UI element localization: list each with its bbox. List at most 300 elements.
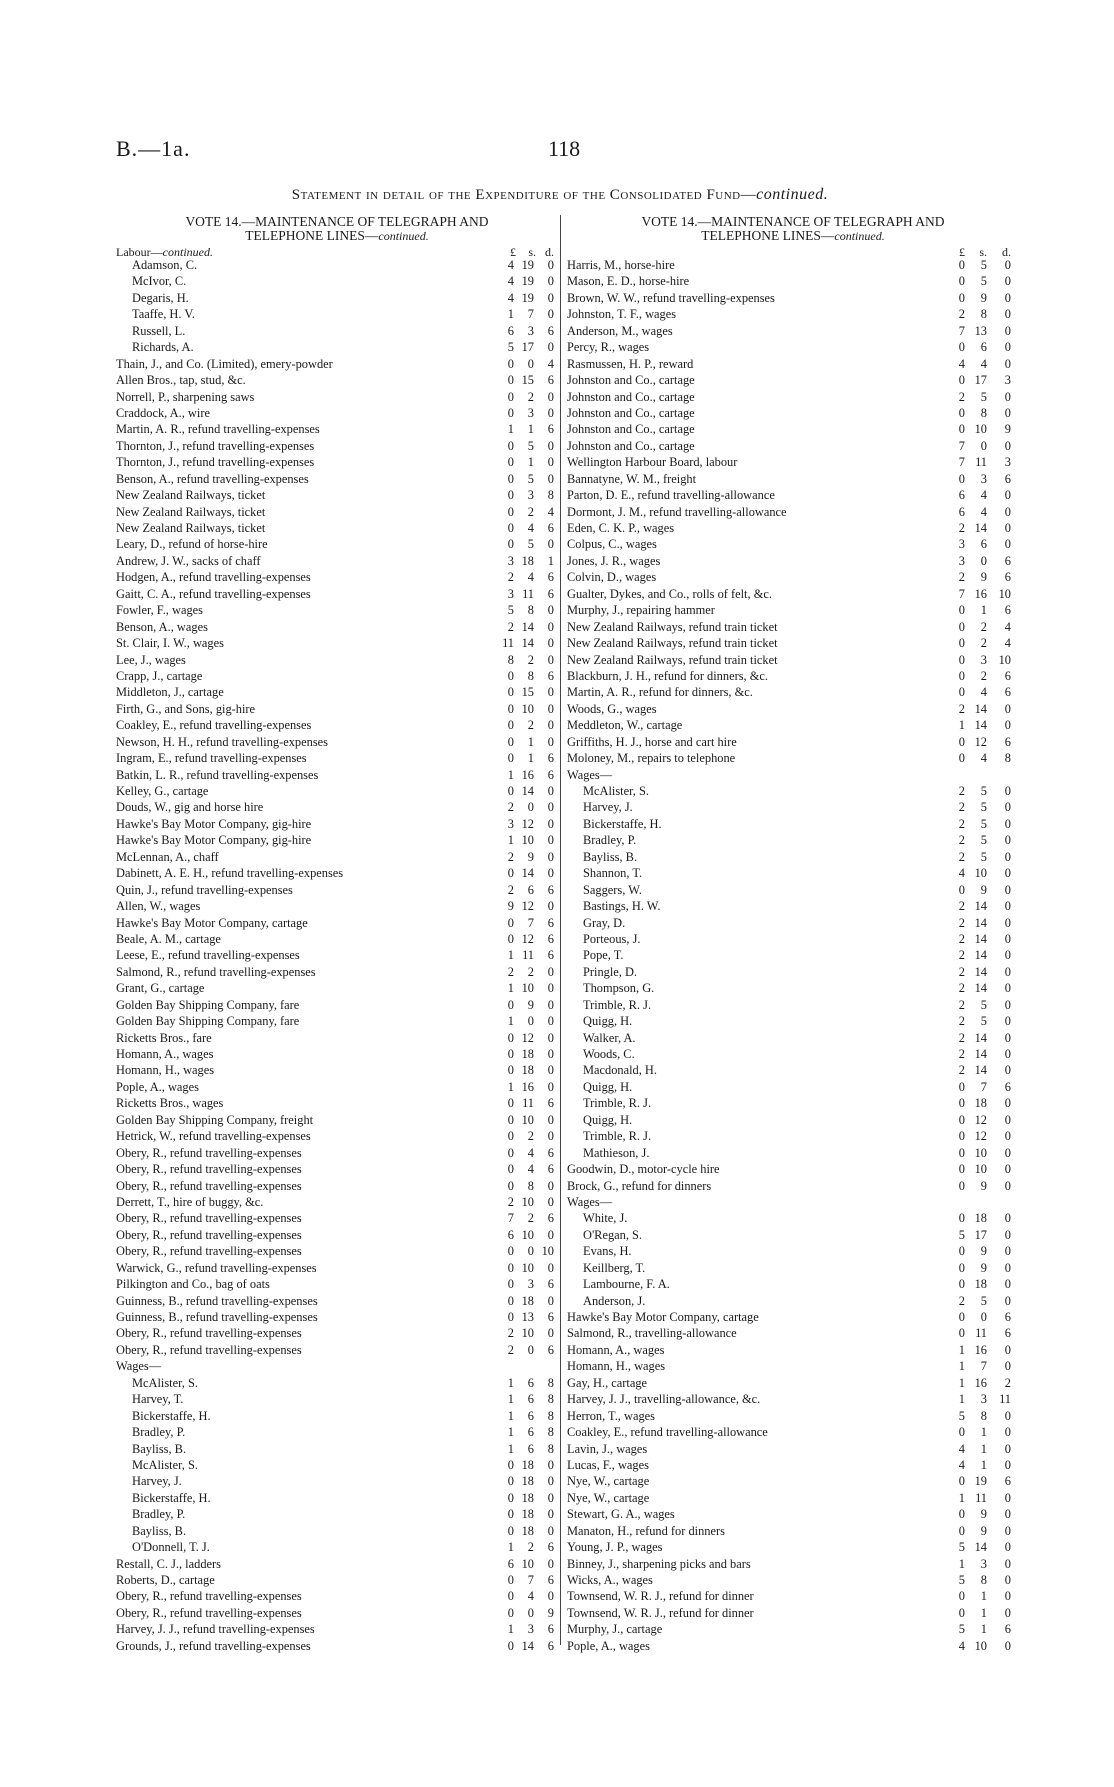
entry-row [567,931,1019,947]
entry-row [567,619,1019,635]
amount-pounds: 0 [958,636,965,651]
amount-pounds: 1 [507,948,514,963]
entry-description: Johnston and Co., cartage [567,389,695,404]
amount-pounds: 0 [507,1145,514,1160]
entry-description: Wages— [567,767,613,782]
amount-pence: 0 [1004,1096,1011,1111]
amount-shillings: 4 [527,570,534,585]
entry-row [116,701,558,717]
entry-description: Manaton, H., refund for dinners [567,1523,725,1538]
entry-row [116,421,558,437]
entry-description: Bannatyne, W. M., freight [567,471,697,486]
amount-pounds: 0 [958,1145,965,1160]
amount-shillings: 1 [527,455,534,470]
amount-pounds: 1 [507,422,514,437]
entry-row [116,1490,558,1506]
entry-description: Gay, H., cartage [567,1375,648,1390]
entry-description: Bastings, H. W. [583,899,661,914]
amount-pounds: 0 [507,751,514,766]
entry-description: Martin, A. R., refund travelling-expenses [116,422,320,437]
amount-shillings: 12 [974,1129,987,1144]
pound-unit: £ [959,245,965,259]
entry-row [116,1030,558,1046]
entry-description: Anderson, M., wages [567,323,673,338]
right-vote-suffix: continued. [834,229,885,243]
entry-description: Herron, T., wages [567,1408,655,1423]
entry-description: Golden Bay Shipping Company, fare [116,1014,300,1029]
entry-description: Wages— [116,1359,162,1374]
amount-shillings: 10 [521,1112,534,1127]
amount-shillings: 0 [527,1244,534,1259]
entry-row [567,1506,1019,1522]
amount-pence: 0 [1004,948,1011,963]
amount-pounds: 0 [958,1244,965,1259]
amount-pence: 0 [547,340,554,355]
amount-pence: 0 [1004,1211,1011,1226]
entry-description: Harvey, J. J., travelling-allowance, &c. [567,1392,761,1407]
entry-row [116,602,558,618]
entry-description: New Zealand Railways, ticket [116,504,266,519]
entry-row [567,1638,1019,1654]
entry-description: Hawke's Bay Motor Company, cartage [567,1310,759,1324]
amount-pence: 8 [1004,751,1011,766]
entry-row [116,652,558,668]
amount-pence: 4 [1004,619,1011,634]
entry-description: Shannon, T. [583,866,643,881]
amount-shillings: 5 [980,1014,987,1029]
entry-row [116,717,558,733]
entry-description: Pringle, D. [583,964,638,979]
amount-pounds: 0 [507,1457,514,1472]
amount-pounds: 2 [958,570,965,585]
amount-pounds: 2 [958,833,965,848]
amount-pounds: 2 [958,800,965,815]
amount-pounds: 6 [507,1556,514,1571]
entry-row [116,849,558,865]
entry-description: McAlister, S. [583,784,649,798]
amount-pounds: 0 [958,603,965,618]
entry-row [116,471,558,487]
entry-row [116,1260,558,1276]
right-vote-heading [567,215,1019,245]
amount-pounds: 0 [507,1162,514,1177]
amount-shillings: 5 [527,438,534,453]
entry-row [116,306,558,322]
amount-pence: 0 [1004,1540,1011,1555]
entry-description: Bickerstaffe, H. [132,1490,211,1505]
amount-shillings: 18 [521,1457,534,1472]
entry-row [567,1408,1019,1424]
amount-pence: 0 [547,1030,554,1045]
amount-pounds: 0 [958,373,965,388]
amount-pence: 0 [1004,1457,1011,1472]
amount-pounds: 0 [507,504,514,519]
amount-shillings: 10 [521,833,534,848]
amount-pounds: 0 [507,1277,514,1292]
amount-pence: 8 [547,1392,554,1407]
entry-row [116,553,558,569]
amount-shillings: 14 [974,521,987,535]
entry-description: Harris, M., horse-hire [567,258,675,272]
amount-pounds: 8 [507,652,514,667]
entry-description: McAlister, S. [132,1457,198,1472]
entry-description: Grounds, J., refund travelling-expenses [116,1638,311,1653]
entry-row [116,1605,558,1621]
entry-row [567,290,1019,306]
amount-shillings: 1 [527,751,534,766]
amount-shillings: 12 [521,816,534,831]
amount-pence: 0 [547,537,554,552]
amount-pence: 6 [547,1540,554,1555]
entry-row [567,1095,1019,1111]
entry-row [116,1342,558,1358]
amount-pounds: 2 [507,1342,514,1357]
amount-shillings: 1 [527,422,534,437]
entry-row [116,1588,558,1604]
entry-row [567,684,1019,700]
amount-shillings: 7 [980,1079,987,1094]
entry-description: Wellington Harbour Board, labour [567,455,738,470]
amount-pounds: 0 [958,274,965,289]
amount-pounds: 1 [507,1441,514,1456]
amount-pence: 0 [547,619,554,634]
amount-shillings: 2 [527,964,534,979]
entry-row [116,635,558,651]
amount-pounds: 1 [507,1540,514,1555]
left-column [116,215,558,1654]
entry-row [567,947,1019,963]
amount-pounds: 2 [958,701,965,716]
amount-shillings: 4 [527,1162,534,1177]
entry-description: Trimble, R. J. [583,1096,652,1111]
entry-description: Lucas, F., wages [567,1457,649,1472]
entry-description: Woods, G., wages [567,701,657,716]
entry-description: Mathieson, J. [583,1145,650,1160]
amount-pounds: 5 [958,1573,965,1587]
amount-pounds: 2 [958,816,965,831]
entry-description: Obery, R., refund travelling-expenses [116,1605,302,1620]
amount-pounds: 0 [507,1244,514,1259]
entry-description: Allen, W., wages [116,899,201,914]
entry-description: Johnston and Co., cartage [567,405,695,420]
amount-pence: 6 [547,668,554,683]
entry-description: Salmond, R., travelling-allowance [567,1326,737,1341]
amount-pounds: 0 [507,931,514,946]
entry-row [116,290,558,306]
amount-pence: 0 [1004,1573,1011,1587]
entry-description: Young, J. P., wages [567,1540,663,1555]
amount-pounds: 2 [958,981,965,996]
entry-row [116,767,558,783]
entry-description: Bradley, P. [583,833,637,848]
amount-pence: 0 [1004,718,1011,733]
amount-pounds: 2 [507,1194,514,1209]
amount-shillings: 4 [980,685,987,700]
entry-description: White, J. [583,1211,628,1226]
amount-pounds: 0 [507,1047,514,1061]
entry-description: Hetrick, W., refund travelling-expenses [116,1129,311,1144]
amount-shillings: 9 [980,1523,987,1538]
entry-row [567,323,1019,339]
left-section-suffix: continued. [162,245,213,259]
amount-pounds: 0 [958,1523,965,1538]
entry-description: Lavin, J., wages [567,1441,648,1456]
amount-pounds: 0 [507,668,514,683]
entry-row [116,964,558,980]
amount-pounds: 0 [507,1507,514,1522]
amount-pounds: 2 [958,1030,965,1045]
amount-pounds: 0 [507,734,514,749]
entry-row [116,257,558,273]
entry-description: Bickerstaffe, H. [132,1408,211,1423]
amount-shillings: 10 [974,1638,987,1653]
amount-shillings: 2 [980,636,987,651]
amount-pence: 0 [547,389,554,404]
entry-row [116,504,558,520]
amount-shillings: 4 [527,521,534,535]
amount-shillings: 13 [521,1310,534,1324]
amount-shillings: 4 [527,1589,534,1604]
amount-shillings: 6 [527,1392,534,1407]
entry-description: Eden, C. K. P., wages [567,521,675,535]
entry-description: Restall, C. J., ladders [116,1556,221,1571]
entry-description: Nye, W., cartage [567,1474,650,1489]
entry-description: Rasmussen, H. P., reward [567,356,694,371]
amount-pounds: 1 [507,981,514,996]
amount-shillings: 11 [522,586,534,601]
amount-pence: 0 [1004,1014,1011,1029]
amount-pence: 0 [1004,1047,1011,1061]
amount-shillings: 18 [521,1490,534,1505]
entry-description: Kelley, G., cartage [116,784,209,798]
amount-shillings: 9 [980,1507,987,1522]
entry-row [567,717,1019,733]
amount-pence: 6 [547,1277,554,1292]
amount-pence: 0 [1004,866,1011,881]
entry-description: Lee, J., wages [116,652,186,667]
amount-shillings: 16 [974,1375,987,1390]
amount-shillings: 5 [527,537,534,552]
amount-pounds: 1 [958,1392,965,1407]
amount-pounds: 7 [958,438,965,453]
amount-pounds: 0 [507,1573,514,1587]
entry-description: Dormont, J. M., refund travelling-allowance [567,504,787,519]
amount-shillings: 12 [974,734,987,749]
entry-description: Blackburn, J. H., refund for dinners, &c. [567,668,768,683]
amount-pounds: 2 [958,521,965,535]
amount-pence: 4 [547,356,554,371]
amount-pence: 0 [547,1474,554,1489]
amount-pounds: 0 [507,521,514,535]
amount-pounds: 0 [958,1112,965,1127]
amount-pence: 0 [547,1178,554,1193]
amount-shillings: 3 [980,1556,987,1571]
amount-pounds: 0 [507,784,514,798]
entry-description: Parton, D. E., refund travelling-allowance [567,488,775,503]
left-vote-heading [116,215,558,245]
amount-pounds: 2 [507,849,514,864]
entry-description: Golden Bay Shipping Company, fare [116,997,300,1012]
entry-row [567,372,1019,388]
entry-description: Obery, R., refund travelling-expenses [116,1145,302,1160]
entry-row [116,1506,558,1522]
entry-row [116,1424,558,1440]
amount-pence: 6 [1004,668,1011,683]
entry-description: Fowler, F., wages [116,603,203,618]
entry-description: Harvey, J. [583,800,633,815]
amount-shillings: 18 [521,553,534,568]
amount-pence: 6 [1004,1622,1011,1637]
amount-shillings: 14 [974,948,987,963]
amount-shillings: 18 [974,1211,987,1226]
amount-pounds: 9 [507,899,514,914]
entry-description: Warwick, G., refund travelling-expenses [116,1260,317,1275]
amount-pence: 0 [1004,1441,1011,1456]
entry-description: Nye, W., cartage [567,1490,650,1505]
entry-description: Golden Bay Shipping Company, freight [116,1112,314,1127]
amount-pence: 0 [547,833,554,848]
amount-shillings: 15 [521,373,534,388]
amount-pence: 0 [547,849,554,864]
entry-description: Obery, R., refund travelling-expenses [116,1589,302,1604]
entry-description: Coakley, E., refund travelling-allowance [567,1425,768,1440]
amount-pounds: 1 [507,1079,514,1094]
amount-shillings: 4 [980,356,987,371]
amount-pence: 0 [547,899,554,914]
entry-row [116,882,558,898]
amount-pounds: 2 [507,1326,514,1341]
entry-description: Norrell, P., sharpening saws [116,389,255,404]
entry-row [116,1013,558,1029]
amount-pounds: 0 [958,1162,965,1177]
amount-pence: 0 [1004,1112,1011,1127]
entry-description: New Zealand Railways, refund train ticket [567,652,778,667]
amount-pounds: 4 [958,356,965,371]
amount-shillings: 14 [974,931,987,946]
amount-pounds: 1 [958,1342,965,1357]
entry-description: Meddleton, W., cartage [567,718,683,733]
entry-description: Trimble, R. J. [583,1129,652,1144]
entry-description: Middleton, J., cartage [116,685,224,700]
amount-shillings: 17 [974,1227,987,1242]
amount-pence: 0 [1004,340,1011,355]
amount-pence: 0 [547,816,554,831]
shilling-unit: s. [528,245,536,259]
amount-pence: 8 [547,1408,554,1423]
entry-row [116,865,558,881]
amount-shillings: 14 [974,1030,987,1045]
amount-pounds: 1 [958,1490,965,1505]
entry-description: Pople, A., wages [567,1638,650,1653]
amount-pence: 0 [1004,504,1011,519]
amount-pounds: 4 [958,1457,965,1472]
pence-unit: d. [1002,245,1011,259]
amount-shillings: 6 [527,882,534,897]
entry-description: Macdonald, H. [583,1063,657,1078]
entry-description: Obery, R., refund travelling-expenses [116,1227,302,1242]
amount-shillings: 14 [974,1063,987,1078]
amount-pounds: 1 [507,1375,514,1390]
amount-pence: 0 [1004,1408,1011,1423]
amount-shillings: 12 [521,899,534,914]
entry-row [116,1293,558,1309]
amount-shillings: 3 [980,1392,987,1407]
amount-pence: 0 [547,964,554,979]
page-header [0,136,1114,166]
amount-shillings: 5 [980,274,987,289]
amount-pounds: 6 [958,488,965,503]
entry-description: Hawke's Bay Motor Company, cartage [116,915,308,930]
statement-title [150,186,970,204]
entry-description: Lambourne, F. A. [583,1277,670,1292]
entry-description: Evans, H. [583,1244,632,1259]
amount-pounds: 0 [507,488,514,503]
amount-pence: 8 [547,488,554,503]
amount-shillings: 10 [521,701,534,716]
entry-row [116,750,558,766]
amount-pounds: 0 [958,1129,965,1144]
entry-row [567,997,1019,1013]
amount-pounds: 0 [958,258,965,272]
entry-row [567,421,1019,437]
amount-pence: 10 [998,586,1011,601]
entry-description: Newson, H. H., refund travelling-expenses [116,734,328,749]
entry-row [567,750,1019,766]
amount-pence: 6 [547,570,554,585]
entry-description: Gray, D. [583,915,626,930]
amount-shillings: 0 [527,800,534,815]
amount-shillings: 1 [527,734,534,749]
entry-row [567,734,1019,750]
amount-shillings: 12 [521,1030,534,1045]
entry-row [567,339,1019,355]
amount-shillings: 19 [521,290,534,305]
amount-pounds: 0 [958,1326,965,1341]
amount-pounds: 0 [507,455,514,470]
entry-description: Colpus, C., wages [567,537,657,552]
amount-pence: 0 [547,1523,554,1538]
amount-pounds: 2 [507,800,514,815]
entry-row [567,1572,1019,1588]
entry-row [116,1194,558,1210]
entry-description: Benson, A., wages [116,619,208,634]
entry-row [116,997,558,1013]
amount-pounds: 2 [958,849,965,864]
entry-description: Guinness, B., refund travelling-expenses [116,1293,318,1308]
amount-pence: 0 [1004,1129,1011,1144]
amount-pounds: 0 [958,685,965,700]
entry-row [116,1128,558,1144]
entry-row [567,553,1019,569]
entry-row [567,273,1019,289]
amount-pence: 6 [1004,1326,1011,1341]
left-column-header [116,245,558,257]
entry-description: Degaris, H. [132,290,189,305]
entry-row [567,1046,1019,1062]
amount-pounds: 0 [958,734,965,749]
entry-row [116,1079,558,1095]
amount-pounds: 0 [958,290,965,305]
amount-pence: 0 [1004,816,1011,831]
amount-pounds: 2 [507,882,514,897]
entry-row [116,1473,558,1489]
amount-shillings: 2 [527,504,534,519]
amount-pounds: 1 [507,1425,514,1440]
entry-description: O'Regan, S. [583,1227,643,1242]
entry-row [116,1408,558,1424]
amount-shillings: 11 [975,1326,987,1341]
entry-row [567,504,1019,520]
